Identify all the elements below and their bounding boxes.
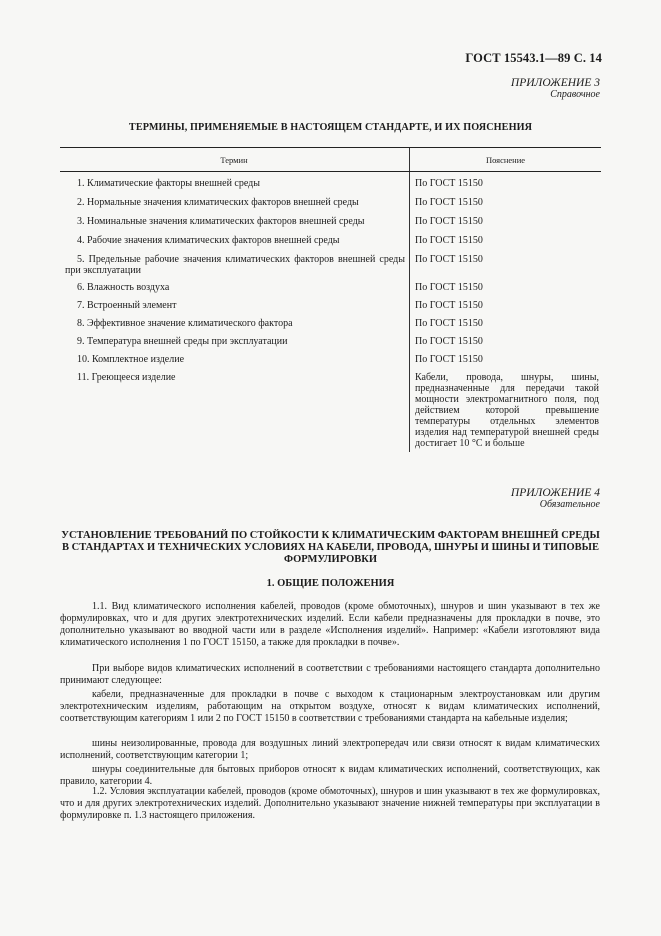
term-cell: 9. Температура внешней среды при эксплуатации <box>77 336 288 347</box>
paragraph-1-2: 1.2. Условия эксплуатации кабелей, проводов (кроме обмоточных), шнуров и шин указывают в тех же формулировках, что и для других электротехнических изделий. Дополнительно указывают значение нижней температуры при эксплуатации в формулировке п. 1.3 настоящего приложения. <box>60 786 600 821</box>
paragraph-cords: шнуры соединительные для бытовых приборов относят к видам климатических исполнений, соответствующих, как правило, категории 4. <box>60 764 600 787</box>
paragraph-cables: кабели, предназначенные для прокладки в почве с выходом к стационарным электроустановкам или другим электротехническим изделиям, работающим на открытом воздухе, относят к видам климатических исполнений, соответствующим категориям 1 или 2 по ГОСТ 15150 в соответствии с требованиями стандарта на кабельные изделия; <box>60 689 600 724</box>
terms-title: ТЕРМИНЫ, ПРИМЕНЯЕМЫЕ В НАСТОЯЩЕМ СТАНДАРТЕ, И ИХ ПОЯСНЕНИЯ <box>128 122 533 133</box>
explanation-cell: По ГОСТ 15150 <box>415 254 483 265</box>
table-header <box>60 147 601 172</box>
term-cell: 11. Греющееся изделие <box>77 372 176 383</box>
terms-table <box>60 147 601 449</box>
term-cell: 1. Климатические факторы внешней среды <box>77 178 260 189</box>
column-header-term: Термин <box>220 155 248 165</box>
section-heading: 1. ОБЩИЕ ПОЛОЖЕНИЯ <box>266 578 395 589</box>
term-cell: 3. Номинальные значения климатических факторов внешней среды <box>77 216 365 227</box>
appendix-3-kind: Справочное <box>550 89 600 100</box>
appendix-4-title: ПРИЛОЖЕНИЕ 4 <box>510 487 600 499</box>
term-cell: 2. Нормальные значения климатических факторов внешней среды <box>77 197 359 208</box>
appendix-4-kind: Обязательное <box>539 499 600 510</box>
explanation-cell: По ГОСТ 15150 <box>415 197 483 208</box>
requirements-title: УСТАНОВЛЕНИЕ ТРЕБОВАНИЙ ПО СТОЙКОСТИ К КЛИМАТИЧЕСКИМ ФАКТОРАМ ВНЕШНЕЙ СРЕДЫ В СТАНДАРТАХ И ТЕХНИЧЕСКИХ УСЛОВИЯХ НА КАБЕЛИ, ПРОВОДА, ШНУРЫ И ШИНЫ И ТИПОВЫЕ ФОРМУЛИРОВКИ <box>61 530 600 565</box>
appendix-4-label <box>511 487 600 511</box>
column-header-explanation: Пояснение <box>485 155 526 165</box>
page-header: ГОСТ 15543.1—89 С. 14 <box>465 51 602 65</box>
explanation-cell: По ГОСТ 15150 <box>415 216 483 227</box>
explanation-cell: По ГОСТ 15150 <box>415 318 483 329</box>
appendix-3-label <box>511 77 600 101</box>
explanation-cell: По ГОСТ 15150 <box>415 282 483 293</box>
term-cell: 4. Рабочие значения климатических факторов внешней среды <box>77 235 340 246</box>
appendix-3-title: ПРИЛОЖЕНИЕ 3 <box>510 77 600 89</box>
paragraph-1-1: 1.1. Вид климатического исполнения кабелей, проводов (кроме обмоточных), шнуров и шин указывают в тех же формулировках, что и для других электротехнических изделий. Если кабели предназначены для прокладки в почве, это дополнительно указывают во вводной части или в разделе «Исполнения изделий». Например: «Кабели изготовляют вида климатического исполнения 1 по ГОСТ 15150, а также для прокладки в почве». <box>60 601 600 648</box>
term-cell: 5. Предельные рабочие значения климатических факторов внешней среды при эксплуатации <box>65 254 405 276</box>
term-cell: 10. Комплектное изделие <box>77 354 185 365</box>
explanation-cell: Кабели, провода, шнуры, шины, предназначенные для передачи такой мощности электромагнитного поля, под действием которой превышение температуры отдельных элементов изделия над температурой внешней среды достигает 10 °С и больше <box>415 372 599 449</box>
paragraph-choice: При выборе видов климатических исполнений в соответствии с требованиями настоящего стандарта дополнительно принимают следующее: <box>60 663 600 686</box>
term-cell: 6. Влажность воздуха <box>77 282 170 293</box>
term-cell: 8. Эффективное значение климатического фактора <box>77 318 293 329</box>
explanation-cell: По ГОСТ 15150 <box>415 235 483 246</box>
explanation-cell: По ГОСТ 15150 <box>415 178 483 189</box>
explanation-cell: По ГОСТ 15150 <box>415 354 483 365</box>
term-cell: 7. Встроенный элемент <box>77 300 177 311</box>
column-divider <box>409 147 410 452</box>
paragraph-bars: шины неизолированные, провода для воздушных линий электропередач или связи относят к видам климатических исполнений, соответствующим категории 1; <box>60 738 600 761</box>
explanation-cell: По ГОСТ 15150 <box>415 336 483 347</box>
explanation-cell: По ГОСТ 15150 <box>415 300 483 311</box>
